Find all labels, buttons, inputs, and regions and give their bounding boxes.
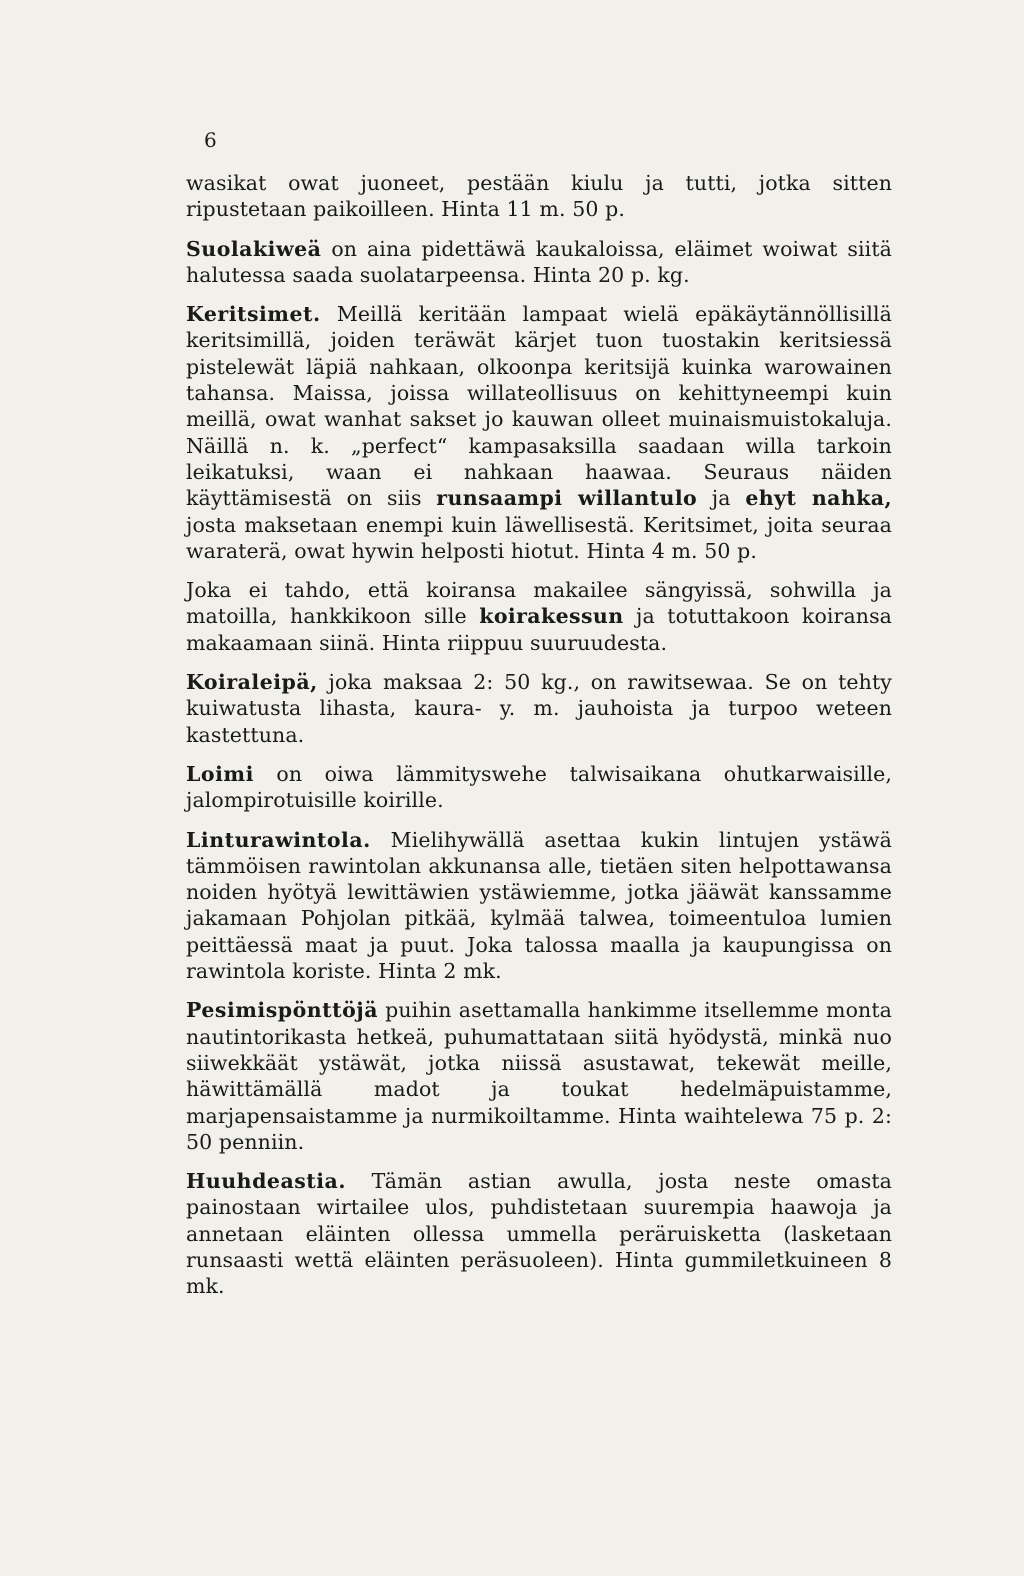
body-text bbox=[186, 170, 892, 1313]
paragraph-text: Tämän astian awulla, josta neste omasta painostaan wirtailee ulos, puhdistetaan suurempia haawoja ja annetaan eläinten ollessa ummella peräruisketta (lasketaan runsaasti wettä eläinten peräsuoleen). Hinta gummiletkuineen 8 mk. bbox=[186, 1169, 892, 1299]
paragraph-nest-boxes bbox=[186, 997, 892, 1155]
entry-heading: Suolakiweä bbox=[186, 236, 322, 261]
entry-heading: Koiraleipä, bbox=[186, 670, 318, 695]
paragraph-salt-stone bbox=[186, 236, 892, 289]
paragraph-text: joka maksaa 2: 50 kg., on rawitsewaa. Se on tehty kuiwatusta lihasta, kaura- y. m. jauhoista ja turpoo weteen kastettuna. bbox=[186, 670, 892, 747]
emphasis-text: koirakessun bbox=[479, 604, 624, 629]
paragraph-lambs-continued bbox=[186, 170, 892, 223]
page-number: 6 bbox=[204, 128, 217, 152]
paragraph-bird-feeder bbox=[186, 827, 892, 985]
paragraph-text: josta maksetaan enempi kuin läwellisestä. Keritsimet, joita seuraa waraterä, owat hywin helposti hiotut. Hinta 4 m. 50 p. bbox=[186, 512, 892, 563]
paragraph-text: on oiwa lämmityswehe talwisaikana ohutkarwaisille, jalompirotuisille koirille. bbox=[186, 761, 892, 813]
paragraph-text: on aina pidettäwä kaukaloissa, eläimet woiwat siitä halutessa saada suolatarpeensa. Hinta 20 p. kg. bbox=[186, 236, 892, 287]
paragraph-text: ja totuttakoon koiransa makaamaan siinä. Hinta riippuu suuruudesta. bbox=[186, 604, 893, 655]
paragraph-text: Mielihywällä asettaa kukin lintujen ystäwä tämmöisen rawintolan akkunansa alle, tietäen siten helpottawansa noiden hyötyä lewittäwien ystäwiemme, jotka jääwät kanssamme jakamaan Pohjolan pitkää, kylmää talwea, toimeentuloa lumien peittäessä maat ja puut. Joka talossa maalla ja kaupungissa on rawintola koriste. Hinta 2 mk. bbox=[186, 827, 892, 984]
paragraph-rinse-vessel bbox=[186, 1168, 892, 1299]
entry-heading: Keritsimet. bbox=[186, 302, 321, 327]
paragraph-text: ja bbox=[697, 486, 746, 511]
paragraph-text: Meillä keritään lampaat wielä epäkäytännöllisillä keritsimillä, joiden teräwät kärjet tuon tuostakin keritsiessä pistelewät läpiä nahkaan, olkoonpa keritsijä kuinka warowainen tahansa. Maissa, joissa willateollisuus on kehittyneempi kuin meillä, owat wanhat sakset jo kauwan olleet muinaismuistokaluja. Näillä n. k. „perfect“ kampasaksilla saadaan willa tarkoin leikatuksi, waan ei nahkaan haawaa. Seuraus näiden käyttämisestä on siis bbox=[186, 302, 892, 511]
entry-heading: Linturawintola. bbox=[186, 827, 371, 852]
paragraph-dog-mat bbox=[186, 577, 892, 656]
paragraph-blanket bbox=[186, 761, 892, 814]
paragraph-shears bbox=[186, 301, 892, 564]
entry-heading: Pesimispönttöjä bbox=[186, 998, 378, 1023]
paragraph-text: puihin asettamalla hankimme itsellemme monta nautintorikasta hetkeä, puhumattataan siitä hyödystä, minkä nuo siiwekkäät ystäwät, jotka niissä asustawat, tekewät meille, häwittämällä madot ja toukat hedelmäpuistamme, marjapensaistamme ja nurmikoiltamme. Hinta waihtelewa 75 p. 2: 50 penniin. bbox=[186, 998, 892, 1154]
entry-heading: Loimi bbox=[186, 761, 254, 786]
entry-heading: Huuhdeastia. bbox=[186, 1169, 346, 1194]
emphasis-text: ehyt nahka, bbox=[745, 486, 892, 511]
paragraph-dog-bread bbox=[186, 669, 892, 748]
emphasis-text: runsaampi willantulo bbox=[436, 486, 698, 511]
paragraph-text: Joka ei tahdo, että koiransa makailee sängyissä, sohwilla ja matoilla, hankkikoon sille bbox=[186, 578, 892, 629]
paragraph-text: wasikat owat juoneet, pestään kiulu ja tutti, jotka sitten ripustetaan paikoilleen. Hinta 11 m. 50 p. bbox=[186, 171, 892, 222]
